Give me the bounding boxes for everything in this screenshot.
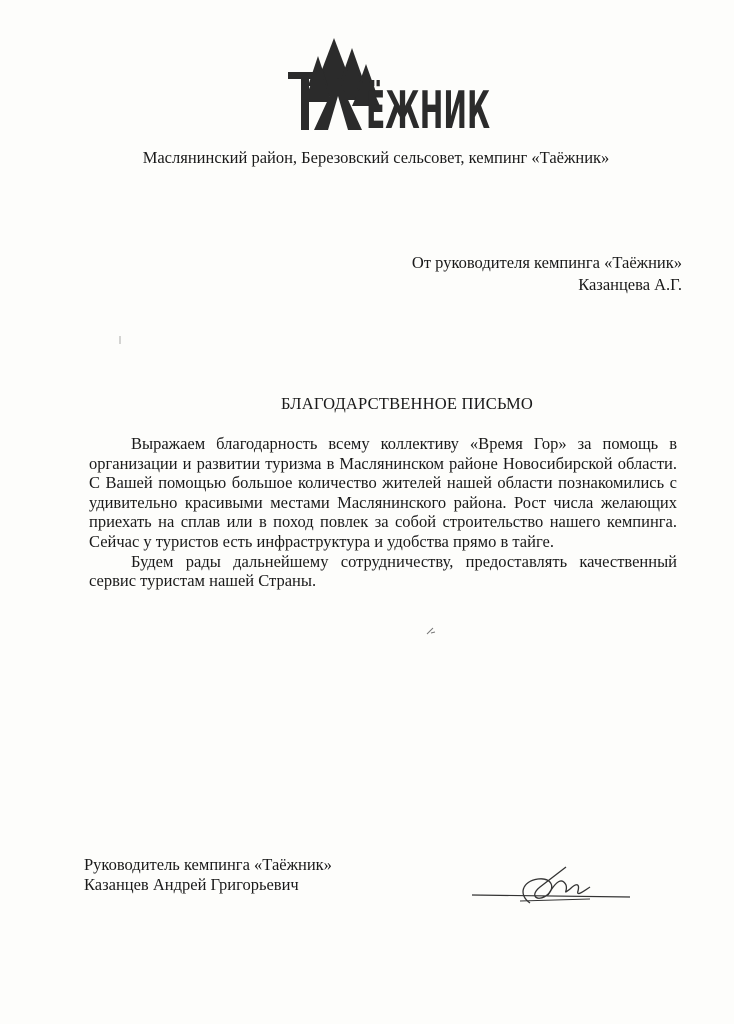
- scan-speck: [425, 626, 437, 636]
- paragraph-2: Будем рады дальнейшему сотрудничеству, предоставлять качественный сервис туристам нашей Страны.: [89, 551, 677, 591]
- from-block: [412, 252, 682, 296]
- scan-speck: [118, 336, 122, 344]
- from-line-name: Казанцева А.Г.: [578, 275, 682, 294]
- pine-tree-tent-icon: [284, 34, 595, 141]
- closing-name: Казанцев Андрей Григорьевич: [84, 875, 299, 894]
- letter-body: [89, 434, 677, 591]
- logo-text: ЁЖНИК: [366, 81, 595, 141]
- letter-title: БЛАГОДАРСТВЕННОЕ ПИСЬМО: [281, 394, 533, 413]
- closing-block: [84, 855, 332, 895]
- handwritten-signature-icon: [470, 855, 640, 915]
- paragraph-1: Выражаем благодарность всему коллективу «Время Гор» за помощь в организации и развитии туризма в Маслянинском районе Новосибирской области. С Вашей помощью большое количество жителей нашей области познакомились с удивительно красивыми местами Маслянинского района. Рост числа желающих приехать на сплав или в поход повлек за собой строительство нашего кемпинга. Сейчас у туристов есть инфраструктура и удобства прямо в тайге.: [89, 434, 677, 551]
- closing-position: Руководитель кемпинга «Таёжник»: [84, 855, 332, 874]
- from-line-position: От руководителя кемпинга «Таёжник»: [411, 253, 682, 272]
- camping-logo: [284, 34, 595, 141]
- address-line: Маслянинский район, Березовский сельсовет, кемпинг «Таёжник»: [142, 148, 610, 167]
